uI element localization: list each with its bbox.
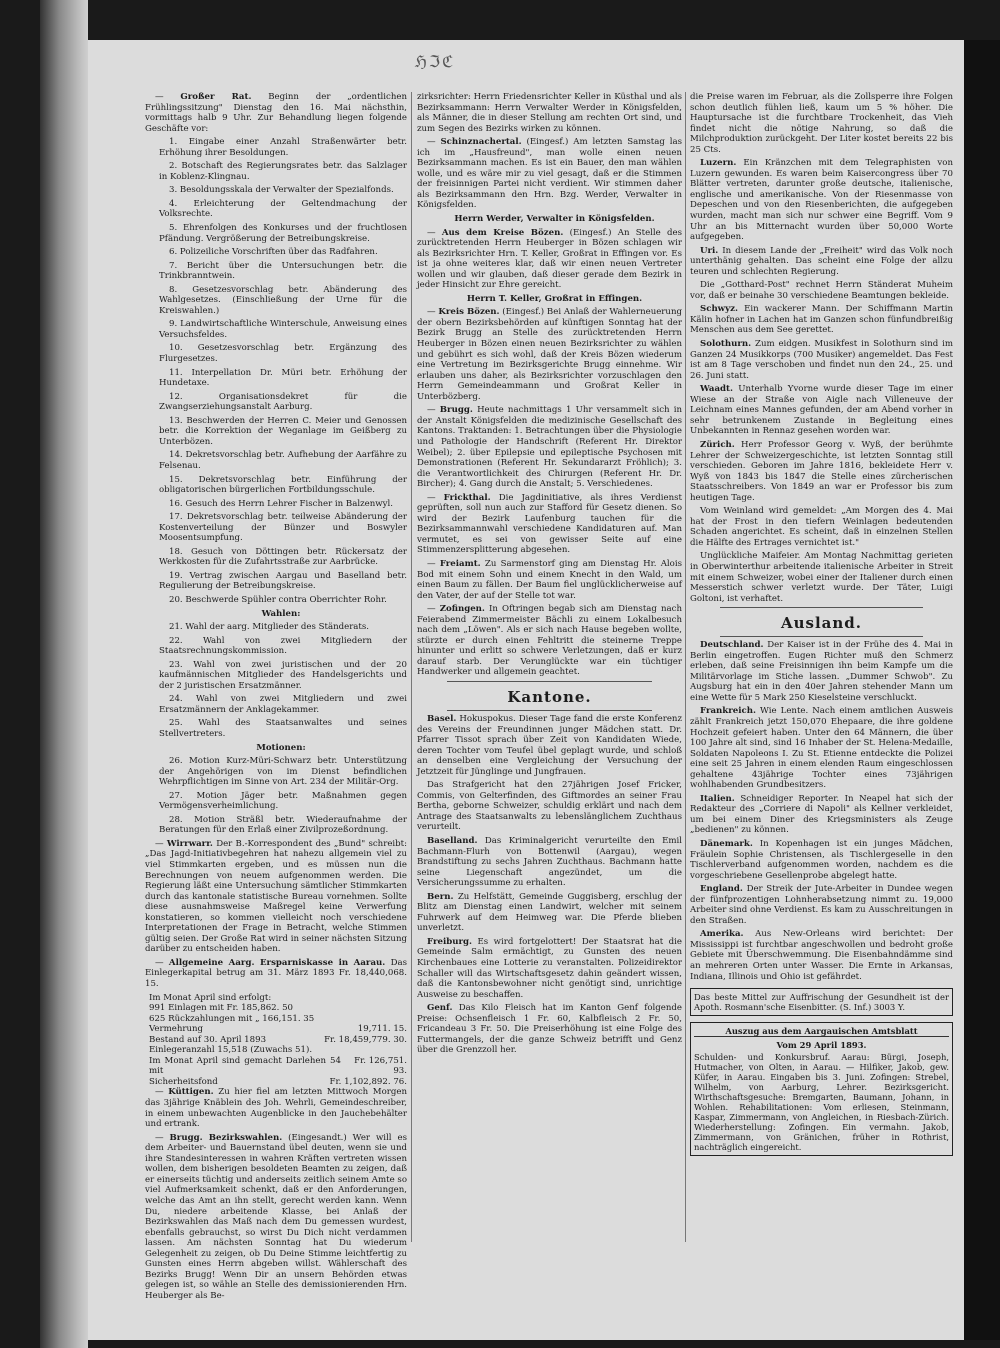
article-text: Zu hier fiel am letzten Mittwoch Morgen das 3jährige Knäblein des Joh. Wehrli, Gemeindeschreiber, in einem unbewachten Augenblicke in den Jauchebehälter und ertrank.: [145, 1087, 408, 1130]
genf-article: [417, 1003, 682, 1056]
article-text: Ein Kränzchen mit dem Telegraphisten von Luzern gewunden. Es waren beim Kaisercongress über 70 Blätter vertreten, darunter große deutsche, italienische, englische und amerikanische. Von der Riesenmasse von Depeschen und von den Riesenberichten, die aufgegeben wurden, macht man sich nur schwer eine Begriff. Vom 9 Uhr an bis Mitternacht wurden über 50,000 Worte aufgegeben.: [690, 158, 953, 243]
solothurn-article: [690, 339, 953, 381]
article-title: Allgemeine Aarg. Ersparniskasse in Aarau.: [168, 957, 386, 968]
wirrwarr-article: — Wirrwarr. Der B.-Korrespondent des „Bund" schreibt: „Das Jagd-Initiativbegehren hat nahezu allgemein viel zu viel Stimmkarten ergeben, und es müssen nun die Berechnungen von neuem aufgenommen werden. Die Regierung läßt eine Untersuchung sämtlicher Stimmkarten durch das kantonale statistische Bureau vornehmen. Sollte diese ausnahmsweise Maßregel keine Verwerfung konstatieren, so kommen vielleicht noch verschiedene Interpretationen der Frage in Betracht, welche Stimmen gültig seien. Der Große Rat wird in seiner nächsten Sitzung darüber zu entscheiden haben.: [145, 838, 408, 955]
agenda-item: 2. Botschaft des Regierungsrates betr. das Salzlager in Koblenz-Klingnau.: [159, 161, 407, 182]
article-text: Das Kriminalgericht verurteilte den Emil Bachmann-Flurh von Bottenwil (Aargau), wegen Brandstiftung zu sechs Jahren Zuchthaus. Bachmann hatte seine Liegenschaft angezündet, um die Versicherungssumme zu erhalten.: [417, 836, 683, 889]
article-text: (Eingesf.) Am letzten Samstag las ich im „Hausfreund", man wolle einen neuen Bezirksammann machen. Es ist ein Bauer, den man wählen wolle, und es wäre mir zu viel gesagt, daß er die Stimmen der freisinnigen Partei nicht verdient. Wir stimmen daher als Bezirksammann den Hrn. Bzg. Werder, Verwalter in Königsfelden.: [417, 137, 683, 211]
strafgericht-article: Das Strafgericht hat den 27jährigen Josef Fricker, Commis, von Gelterfinden, des Giftmordes an seiner Frau Bertha, geborne Schweizer, schuldig erklärt und nach dem Antrage des Staatsanwalts zu lebenslänglichem Zuchthaus verurteilt.: [417, 780, 682, 833]
bozen-article: — Aus dem Kreise Bözen. (Eingesf.) An Stelle des zurücktretenden Herrn Heuberger in Bözen schlagen wir als Bezirksrichter Hrn. T. Keller, Großrat in Effingen vor. Es ist ja ohne weiteres klar, daß wir einen neuen Vertreter wollen und wir glauben, daß dieser gerade dem Bezirk in jeder Hinsicht zur Ehre gereicht.: [417, 227, 683, 291]
gotthard-article: Die „Gotthard-Post" rechnet Herrn Ständerat Muheim vor, daß er beinahe 30 verschiedene Beamtungen bekleide.: [690, 280, 953, 301]
section-divider: [447, 681, 652, 682]
article-text: Herr Professor Georg v. Wyß, der berühmte Lehrer der Schweizergeschichte, ist letzten Sonntag still verschieden. Geboren im Jahre 1816, bekleidete Herr v. Wyß von 1843 bis 1847 die Stelle eines zürcherischen Staatsschreibers. Von 1849 an war er Professor bis zum heutigen Tage.: [690, 439, 954, 503]
article-title: Schwyz.: [700, 304, 738, 315]
agenda-list: [145, 137, 407, 605]
article-title: England.: [700, 884, 743, 895]
article-title: Italien.: [700, 793, 735, 804]
article-text: Ein wackerer Mann. Der Schiffmann Martin Kälin hofner in Lachen hat im Ganzen schon fünfundbreißig Menschen aus dem See gerettet.: [690, 304, 954, 336]
frickthal-article: — Frickthal. Die Jagdinitiative, als ihres Verdienst geprüften, soll nun auch zur Stafford für Gesetz dienen. So wird der Bezirk Laufenburg tauchen für die Bezirksammannwahl verschiedene Kandidaturen auf. Man vermutet, es sei von gewisser Seite auf eine Stimmenzersplitterung abgesehen.: [417, 492, 682, 556]
finance-row: Im Monat April sind gemacht Darlehen 54 mit Fr. 126,751. 93.: [149, 1055, 407, 1077]
page-header-mark: ℌℑℭ: [414, 52, 456, 71]
motion-item: 26. Motion Kurz-Müri-Schwarz betr. Unterstützung der Angehörigen von im Dienst befindlichen Wehrpflichtigen im Sinne von Art. 234 der Militär-Org.: [159, 756, 407, 788]
motionen-list: [145, 756, 407, 836]
article-text: (Eingesandt.) Wer will es dem Arbeiter- und Bauernstand übel deuten, wenn sie und ihre Standesinteressen in wahren Kräften vertreten wissen wollen, dem bisherigen besoldeten Beamten zu zeigen, daß er einerseits tüchtig und anderseits zeitlich seinem Amte so viel Aufmerksamkeit schenkt, daß er den Anforderungen, welche das Amt an ihn stellt, gerecht werden kann. Wenn Du, niedere arbeitende Klasse, bei Anlaß der Bezirkswahlen das Maß nach dem Du gemessen wurdest, ebenfalls gebrauchst, so wirst Du Dich nicht verdammen lassen. Am nächsten Sonntag hat Du wiederum Gelegenheit zu zeigen, ob Du Deine Stimme leichtfertig zu Gunsten eines Herrn abgeben willst. Wählerschaft des Bezirks Brugg! Wenn Dir an unsern Behörden etwas gelegen ist, so wähle an Stelle des demissionierenden Hrn. Heuberger als Be-: [145, 1132, 407, 1301]
freiburg-article: [417, 937, 682, 1000]
column-2: [417, 92, 682, 1242]
article-text: Der B.-Korrespondent des „Bund" schreibt: „Das Jagd-Initiativbegehren hat nahezu allgemein viel zu viel Stimmkarten ergeben, und es müssen nun die Berechnungen von neuem aufgenommen werden. Die Regierung läßt eine Untersuchung sämtlicher Stimmkarten durch das kantonale statistische Bureau vornehmen. Sollte diese ausnahmsweise Maßregel keine Verwerfung konstatieren, so kommen vielleicht noch verschiedene Interpretationen der Frage in Betracht, welche Stimmen gültig seien. Der Große Rat wird in seiner nächsten Sitzung darüber zu entscheiden haben.: [145, 838, 408, 955]
article-text: Der Kaiser ist in der Frühe des 4. Mai in Berlin eingetroffen. Eugen Richter muß den Schmerz erleben, daß seine Freisinnigen ihn beim Kampfe um die Militärvorlage im Stiche lassen. „Dummer Schwob". Zu Augsburg hat ein in den 40er Jahren stehender Mann um eine Wette für 5 Mark 250 Kieselsteine verschluckt.: [690, 640, 953, 703]
article-title: Kreis Bözen.: [438, 307, 500, 318]
article-title: Solothurn.: [700, 339, 752, 350]
advertisement-box: [690, 988, 953, 1016]
agenda-item: 6. Polizeiliche Vorschriften über das Radfahren.: [169, 247, 378, 258]
article-title: Baselland.: [427, 836, 478, 846]
baselland-article: [417, 836, 682, 889]
zurich-article: [690, 440, 953, 503]
freiamt-article: — Freiamt. Zu Sarmenstorf ging am Dienstag Hr. Alois Bod mit einem Sohn und einem Knecht in den Wald, um einen Baum zu fällen. Der Baum fiel unglücklicherweise auf den Vater, der auf der Stelle tot war.: [417, 558, 682, 601]
amtsblatt-text: Schulden- und Konkursbruf. Aarau: Bürgi, Joseph, Hutmacher, von Olten, in Aarau. — Hilfiker, Jakob, gew. Küfer, in Aarau. Eingaben bis 3. Juni. Zofingen: Strebel, Wilhelm, von Aarburg, Lehrer. Bezirksgericht. Wirthschaftsgesuche: Bremgarten, Baumann, Johann, in Wohlen. Rehabilitationen: Vom erliesen, Steinmann, Kaspar, Zimmermann, von Angleichen, in Riesbach-Zürich. Wiederherstellung: Zofingen. Ein vermahn. Jakob, Zimmermann, von Gränichen, früher in Rothrist, nachträglich eingereicht.: [694, 1052, 949, 1153]
candidate-line: Herrn Werder, Verwalter in Königsfelden.: [454, 214, 655, 225]
continued-text: zirksrichter: Herrn Friedensrichter Keller in Küsthal und als Bezirksammann: Herrn Verwalter Werder in Königsfelden, als Männer, die in dieser Stellung am rechten Ort sind, und zum Segen des Bezirks wirken zu können.: [417, 92, 682, 134]
article-title: Deutschland.: [700, 640, 764, 651]
agenda-item: 16. Gesuch des Herrn Lehrer Fischer in Balzenwyl.: [169, 498, 393, 509]
article-text: Zu Helfstätt, Gemeinde Guggisberg, erschlug der Blitz am Dienstag einen Landwirt, welcher mit seinem Fuhrwerk auf dem Heimweg war. Die Pferde blieben unverletzt.: [417, 891, 682, 934]
kuttigen-article: — Küttigen. Zu hier fiel am letzten Mittwoch Morgen das 3jährige Knäblein des Joh. Wehrli, Gemeindeschreiber, in einem unbewachten Augenblicke in den Jauchebehälter und ertrank.: [145, 1087, 408, 1130]
column-1: [145, 92, 408, 1301]
article-text: Das Einlegerkapital betrug am 31. März 1893 Fr. 18,440,068. 15.: [145, 957, 408, 990]
wahlen-heading: Wahlen:: [261, 608, 301, 619]
continued-text: die Preise waren im Februar, als die Zollsperre ihre Folgen schon deutlich fühlen ließ, kaum um 5 % höher. Die Hauptursache ist die furchtbare Trockenheit, das Vieh findet nicht die nötige Nahrung, so daß die Milchproduktion zurückgeht. Der Liter kostet bereits 22 bis 25 Cts.: [690, 92, 953, 155]
article-text: Zu Sarmenstorf ging am Dienstag Hr. Alois Bod mit einem Sohn und einem Knecht in den Wald, um einen Baum zu fällen. Der Baum fiel unglücklicherweise auf den Vater, der auf der Stelle tot war.: [417, 558, 682, 601]
ersparnis-article: — Allgemeine Aarg. Ersparniskasse in Aarau. Das Einlegerkapital betrug am 31. März 1893 Fr. 18,440,068. 15.: [145, 957, 408, 990]
article-text: Hokuspokus. Dieser Tage fand die erste Konferenz des Vereins der Freundinnen junger Mädchen statt. Dr. Pfarrer Tissot sprach über Zeit von Kandidaten Wiede, deren Tochter vom Teufel übel geplagt wurde, und schloß an denselben eine Vergleichung der Versuchung der Jetztzeit für Jünglinge und Jungfrauen.: [417, 713, 682, 777]
waadt-article: [690, 384, 953, 437]
article-text: Die Jagdinitiative, als ihres Verdienst geprüften, soll nun auch zur Stafford für Gesetz dienen. So wird der Bezirk Laufenburg tauchen für die Bezirksammannwahl verschiedene Kandidaturen auf. Man vermutet, es sei von gewisser Seite auf eine Stimmenzersplitterung abgesehen.: [417, 492, 682, 556]
finance-row: 625 Rückzahlungen mit „ 166,151. 35: [149, 1013, 315, 1024]
agenda-item: 14. Dekretsvorschlag betr. Aufhebung der Aarfähre zu Felsenau.: [159, 450, 407, 471]
brugg-wahlen-article: — Brugg. Bezirkswahlen. (Eingesandt.) Wer will es dem Arbeiter- und Bauernstand übel deuten, wenn sie und ihre Standesinteressen in wahren Kräften vertreten wissen wollen, dem bisherigen besoldeten Beamten zu zeigen, daß er einerseits tüchtig und anderseits zeitlich seinem Amte so viel Aufmerksamkeit schenkt, daß er den Anforderungen, welche das Amt an ihn stellt, gerecht werden kann. Wenn Du, niedere arbeitende Klasse, bei Anlaß der Bezirkswahlen das Maß nach dem Du gemessen wurdest, ebenfalls gebrauchst, so wirst Du Dich nicht verdammen lassen. Am nächsten Sonntag hat Du wiederum Gelegenheit zu zeigen, ob Du Deine Stimme leichtfertig zu Gunsten eines Herrn abgeben willst. Wählerschaft des Bezirks Brugg! Wenn Dir an unsern Behörden etwas gelegen ist, so wähle an Stelle des demissionierenden Hrn. Heuberger als Be-: [145, 1132, 407, 1301]
section-divider: [720, 636, 923, 637]
wahlen-list: [145, 622, 407, 739]
wahlen-item: 25. Wahl des Staatsanwaltes und seines Stellvertreters.: [159, 718, 407, 739]
bern-article: [417, 892, 682, 934]
weinland-article: Vom Weinland wird gemeldet: „Am Morgen des 4. Mai hat der Frost in den tiefern Weinlagen bedeutenden Schaden angerichtet. Es scheint, daß in einzelnen Stellen die Hälfte des Ertrages vernichtet ist.": [690, 506, 953, 548]
agenda-item: 9. Landwirtschaftliche Winterschule, Anweisung eines Versuchsfeldes.: [159, 319, 407, 340]
finance-row: Bestand auf 30. April 1893 Fr. 18,459,779. 30.: [149, 1034, 407, 1045]
article-title: Freiamt.: [439, 558, 481, 569]
motionen-heading: Motionen:: [256, 742, 306, 753]
agenda-item: 17. Dekretsvorschlag betr. teilweise Abänderung der Kostenverteilung der Bünzer und Boswyler Moosentsumpfung.: [159, 512, 407, 544]
agenda-item: 13. Beschwerden der Herren C. Meier und Genossen betr. die Korrektion der Weganlage im Geißberg zu Unterbözen.: [159, 415, 407, 447]
article-title: Dänemark.: [700, 839, 753, 849]
article-text: (Eingesf.) Bei Anlaß der Wahlerneuerung der obern Bezirksbehörden auf künftigen Sonntag hat der Bezirk Brugg an Stelle des zurücktretenden Herrn Heuberger in Bözen einen neuen Bezirksrichter zu wählen und gebührt es sich wohl, daß der Kreis Bözen wiederum eine Vertretung im Bezirksgerichte Brugg einnehme. Wir erlauben uns daher, als Bezirksrichter vorzuschlagen den Herrn Gemeindeammann und Großrat Keller in Unterbözberg.: [417, 307, 682, 402]
basel-article: [417, 714, 682, 777]
motion-item: 28. Motion Sträßl betr. Wiederaufnahme der Beratungen für den Erlaß einer Zivilprozeßordnung.: [159, 814, 407, 836]
danemark-article: [690, 839, 953, 881]
italien-article: [690, 794, 953, 836]
article-text: Zum eidgen. Musikfest in Solothurn sind im Ganzen 24 Musikkorps (700 Musiker) angemeldet. Das Fest ist am 8 Tage verschoben und findet nun den 24., 25. und 26. Juni statt.: [690, 339, 954, 381]
article-title: Freiburg.: [427, 936, 472, 947]
article-text: In Oftringen begab sich am Dienstag nach Feierabend Zimmermeister Bächli zu einem Lokalbesuch nach dem „Löwen". Als er sich nach Hause begeben wollte, stürzte er durch einen Fehltritt die steinerne Treppe hinunter und erlitt so schwere Verletzungen, daß er kurz darauf starb. Der Verunglückte war ein tüchtiger Handwerker und allgemein geachtet.: [417, 604, 683, 678]
article-text: Wie Lente. Nach einem amtlichen Ausweis zählt Frankreich jetzt 150,070 Ehepaare, die ihre goldene Hochzeit gefeiert haben. Unter den 64 Männern, die über 100 Jahre alt sind, sind 16 Inhaber der St. Helena-Medaille, Soldaten Napoleons I. Zu St. Etienne entdeckte die Polizei eine seit 25 Jahren in einem elenden Raum eingeschlossen gehaltene 43jährige Tochter eines 73jährigen wohlhabenden Grundbesitzers.: [690, 706, 953, 791]
uri-article: [690, 246, 953, 278]
scan-border: [964, 40, 1000, 1340]
motion-item: 27. Motion Jäger betr. Maßnahmen gegen Vermögensverheimlichung.: [159, 790, 407, 812]
amtsblatt-box: [690, 1022, 953, 1156]
article-title: Wirrwarr.: [166, 838, 213, 849]
agenda-item: 11. Interpellation Dr. Müri betr. Erhöhung der Hundetaxe.: [159, 367, 407, 389]
page-binding-shadow: [40, 0, 88, 1348]
agenda-item: 7. Bericht über die Untersuchungen betr. die Trinkbranntwein.: [159, 260, 407, 282]
luzern-article: [690, 158, 953, 242]
section-heading-kantone: Kantone.: [507, 687, 592, 706]
advertisement-text: Das beste Mittel zur Auffrischung der Gesundheit ist der Apoth. Rosmann'sche Eisenbitter. (S. Inf.) 3003 Y.: [694, 992, 949, 1013]
frankreich-article: [690, 706, 953, 790]
article-title: Frankreich.: [700, 706, 756, 717]
finance-row: 991 Einlagen mit Fr. 185,862. 50: [149, 1003, 294, 1014]
article-text: In Kopenhagen ist ein junges Mädchen, Fräulein Sophie Christensen, als Tischlergeselle in den Tischlerverband aufgenommen worden, nachdem es die vorgeschriebene Gesellenprobe abgelegt hatte.: [690, 839, 953, 881]
article-title: Frickthal.: [443, 492, 491, 503]
kreis-bozen-article: — Kreis Bözen. (Eingesf.) Bei Anlaß der Wahlerneuerung der obern Bezirksbehörden auf künftigen Sonntag hat der Bezirk Brugg an Stelle des zurücktretenden Herrn Heuberger in Bözen einen neuen Bezirksrichter zu wählen und gebührt es sich wohl, daß der Kreis Bözen wiederum eine Vertretung im Bezirksgerichte Brugg einnehme. Wir erlauben uns daher, als Bezirksrichter vorzuschlagen den Herrn Gemeindeammann und Großrat Keller in Unterbözberg.: [417, 307, 682, 402]
finance-row: Vermehrung 19,711. 15.: [149, 1024, 407, 1035]
article-title: Amerika.: [700, 929, 744, 940]
agenda-item: 4. Erleichterung der Geltendmachung der Volksrechte.: [159, 198, 407, 220]
agenda-item: 10. Gesetzesvorschlag betr. Ergänzung des Flurgesetzes.: [159, 343, 407, 365]
article-title: Zürich.: [700, 439, 735, 450]
article-title: Küttigen.: [168, 1087, 214, 1098]
article-title: Bern.: [427, 891, 454, 902]
article-text: Der Streik der Jute-Arbeiter in Dundee wegen der fünfprozentigen Lohnherabsetzung nimmt zu. 19,000 Arbeiter sind ohne Verdienst. Es kam zu Ausschreitungen in den Straßen.: [690, 884, 954, 926]
article-text: Unterhalb Yvorne wurde dieser Tage im einer Wiese an der Straße von Aigle nach Villeneuve der Leichnam eines Mannes gefunden, der am Abend vorher in sehr betrunkenem Zustande in Begleitung eines Unbekannten in Rennaz gesehen worden war.: [690, 384, 954, 437]
article-text: In diesem Lande der „Freiheit" wird das Volk noch unterthänig gehalten. Das scheint eine Folge der allzu teuren und schlechten Regierung.: [690, 245, 953, 277]
article-text: Das Kilo Fleisch hat im Kanton Genf folgende Preise: Ochsenfleisch 1 Fr. 60, Kalbfleisch 2 Fr. 50, Fricandeau 3 Fr. 50. Die Preiserhöhung ist eine Folge des Futtermangels, der die ganze Schweiz betrifft und Genz über die Grenzzoll her.: [417, 1003, 683, 1056]
article-title: Zofingen.: [439, 604, 485, 615]
agenda-item: 5. Ehrenfolgen des Konkurses und der fruchtlosen Pfändung. Vergrößerung der Betreibungskreise.: [159, 223, 407, 244]
article-title: Brugg. Bezirkswahlen.: [169, 1132, 283, 1143]
agenda-item: 20. Beschwerde Spühler contra Oberrichter Rohr.: [169, 594, 387, 605]
deutschland-article: [690, 640, 953, 703]
column-3: [690, 92, 953, 1242]
finance-row: Einlegeranzahl 15,518 (Zuwachs 51).: [149, 1045, 313, 1056]
schinznachertal-article: — Schinznachertal. (Eingesf.) Am letzten Samstag las ich im „Hausfreund", man wolle einen neuen Bezirksammann machen. Es ist ein Bauer, den man wählen wolle, und es wäre mir zu viel gesagt, daß er die Stimmen der freisinnigen Partei nicht verdient. Wir stimmen daher als Bezirksammann den Hrn. Bzg. Werder, Verwalter in Königsfelden.: [417, 137, 683, 211]
wahlen-item: 22. Wahl von zwei Mitgliedern der Staatsrechnungskommission.: [159, 635, 407, 657]
finance-table: [145, 993, 407, 1088]
article-title: Brugg.: [439, 405, 473, 416]
wahlen-item: 23. Wahl von zwei juristischen und der 20 kaufmännischen Mitglieder des Handelsgerichts und der 2 juristischen Ersatzmänner.: [159, 659, 407, 691]
article-title: Genf.: [427, 1003, 453, 1014]
agenda-item: 8. Gesetzesvorschlag betr. Abänderung des Wahlgesetzes. (Einschließung der Urne für die Kreiswahlen.): [159, 284, 407, 316]
article-title: Luzern.: [700, 158, 737, 169]
article-title: Schinznachertal.: [440, 137, 522, 148]
column-rule-2: [685, 92, 686, 1242]
section-heading-ausland: Ausland.: [780, 614, 863, 633]
amtsblatt-date: Vom 29 April 1893.: [776, 1040, 867, 1051]
schwyz-article: [690, 304, 953, 336]
agenda-item: 19. Vertrag zwischen Aargau und Baselland betr. Regulierung der Betreibungskreise.: [159, 570, 407, 592]
grosser-rat-article: — Großer Rat. Beginn der „ordentlichen Frühlingssitzung" Dienstag den 16. Mai nächsthin, vormittags halb 9 Uhr. Zur Behandlung liegen folgende Geschäfte vor:: [145, 92, 408, 134]
article-text: Heute nachmittags 1 Uhr versammelt sich in der Anstalt Königsfelden die medizinische Gesellschaft des Kantons. Traktanden: 1. Betrachtungen über die Physiologie und Pathologie der Handschrift (Referent Hr. Direktor Weibel); 2. über Epilepsie und epileptische Psychosen mit Demonstrationen (Referent Hr. Sekundararzt Fröhlich); 3. die Verantwortlichkeit des Chirurgen (Referent Hr. Dr. Bircher); 4. Gang durch die Anstalt; 5. Verschiedenes.: [417, 405, 683, 490]
finance-row: Im Monat April sind erfolgt:: [149, 992, 272, 1003]
agenda-item: 12. Organisationsdekret für die Zwangserziehungsanstalt Aarburg.: [159, 391, 407, 413]
article-title: Aus dem Kreise Bözen.: [441, 227, 564, 238]
england-article: [690, 884, 953, 926]
zofingen-article: — Zofingen. In Oftringen begab sich am Dienstag nach Feierabend Zimmermeister Bächli zu einem Lokalbesuch nach dem „Löwen". Als er sich nach Hause begeben wollte, stürzte er durch einen Fehltritt die steinerne Treppe hinunter und erlitt so schwere Verletzungen, daß er kurz darauf starb. Der Verunglückte war ein tüchtiger Handwerker und allgemein geachtet.: [417, 604, 683, 678]
article-text: Aus New-Orleans wird berichtet: Der Mississippi ist furchtbar angeschwollen und bedroht große Gebiete mit Überschwemmung. Die Eisenbahndämme sind an mehreren Orten unter Wasser. Die Ernte in Arkansas, Indiana, Illinois und Ohio ist gefährdet.: [690, 929, 954, 982]
wahlen-item: 24. Wahl von zwei Mitgliedern und zwei Ersatzmännern der Anklagekammer.: [159, 694, 407, 715]
brugg-article: — Brugg. Heute nachmittags 1 Uhr versammelt sich in der Anstalt Königsfelden die medizinische Gesellschaft des Kantons. Traktanden: 1. Betrachtungen über die Physiologie und Pathologie der Handschrift (Referent Hr. Direktor Weibel); 2. über Epilepsie und epileptische Psychosen mit Demonstrationen (Referent Hr. Sekundararzt Fröhlich); 3. die Verantwortlichkeit des Chirurgen (Referent Hr. Dr. Bircher); 4. Gang durch die Anstalt; 5. Verschiedenes.: [417, 405, 683, 490]
agenda-item: 1. Eingabe einer Anzahl Straßenwärter betr. Erhöhung ihrer Besoldungen.: [159, 137, 407, 158]
column-rule-1: [411, 92, 412, 1242]
article-text: (Eingesf.) An Stelle des zurücktretenden Herrn Heuberger in Bözen schlagen wir als Bezirksrichter Hrn. T. Keller, Großrat in Effingen vor. Es ist ja ohne weiteres klar, daß wir einen neuen Vertreter wollen und wir glauben, daß dieser gerade dem Bezirk in jeder Hinsicht zur Ehre gereicht.: [417, 227, 683, 291]
agenda-item: 3. Besoldungsskala der Verwalter der Spezialfonds.: [169, 185, 394, 196]
article-title: Uri.: [700, 245, 719, 256]
agenda-item: 15. Dekretsvorschlag betr. Einführung der obligatorischen bürgerlichen Fortbildungsschule.: [159, 474, 407, 496]
maifeier-article: Unglückliche Maifeier. Am Montag Nachmittag gerieten in Oberwinterthur arbeitende italienische Arbeiter in Streit mit einem Schweizer, wobei einer der Italiener durch einen Messerstich schwer verletzt wurde. Der Täter, Luigi Goltoni, ist verhaftet.: [690, 551, 953, 604]
candidate-line: Herrn T. Keller, Großrat in Effingen.: [466, 293, 643, 304]
article-title: Waadt.: [700, 384, 734, 395]
article-text: Beginn der „ordentlichen Frühlingssitzung" Dienstag den 16. Mai nächsthin, vormittags halb 9 Uhr. Zur Behandlung liegen folgende Geschäfte vor:: [145, 92, 408, 134]
wahlen-item: 21. Wahl der aarg. Mitglieder des Ständerats.: [169, 622, 370, 633]
section-divider: [447, 710, 652, 711]
article-text: Schneidiger Reporter. In Neapel hat sich der Redakteur des „Corriere di Napoli" als Kellner verkleidet, um bei einem Diner des Kriegsministers als Zeuge „bedienen" zu können.: [690, 793, 953, 836]
article-text: Es wird fortgelottert! Der Staatsrat hat die Gemeinde Salm ermächtigt, zu Gunsten des neuen Kirchenbaues eine Lotterie zu veranstalten. Polizeidirektor Schaller will das Wirtschaftsgesetz dahin geändert wissen, daß die Kantonsbewohner nicht genötigt sind, unrichtige Ausweise zu beschaffen.: [417, 936, 682, 1000]
amerika-article: [690, 929, 953, 982]
article-title: Basel.: [427, 713, 457, 724]
section-divider: [720, 607, 923, 608]
agenda-item: 18. Gesuch von Döttingen betr. Rückersatz der Werkkosten für die Zufahrtsstraße zur Aarbrücke.: [159, 546, 407, 568]
finance-row: Sicherheitsfond Fr. 1,102,892. 76.: [149, 1076, 407, 1087]
amtsblatt-heading: Auszug aus dem Aargauischen Amtsblatt: [694, 1026, 949, 1037]
article-title: Großer Rat.: [180, 92, 252, 102]
